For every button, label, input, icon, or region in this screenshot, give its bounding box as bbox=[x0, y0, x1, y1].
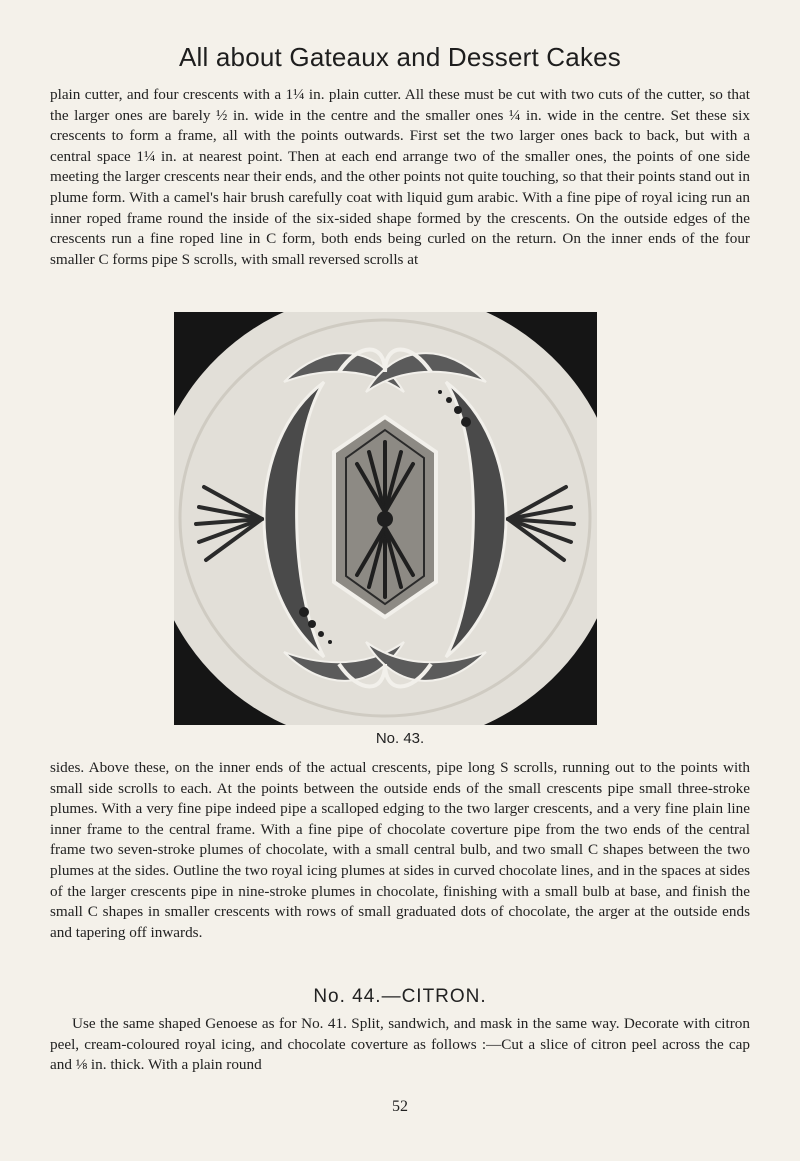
central-bulb bbox=[377, 511, 393, 527]
recipe-heading: No. 44.—CITRON. bbox=[313, 986, 487, 1007]
page-number: 52 bbox=[392, 1098, 408, 1115]
paragraph-citron: Use the same shaped Genoese as for No. 41. Split, sandwich, and mask in the same way. Decorate with citron peel, cream-coloured royal icing, and chocolate coverture as follows :—Cut a slice of citron peel across the cap and ⅛ in. thick. With a plain round bbox=[50, 1015, 750, 1074]
figure-caption: No. 43. bbox=[375, 730, 425, 747]
paragraph-continued: plain cutter, and four crescents with a 1¼ in. plain cutter. All these must be cut with two cuts of the cutter, so that the larger ones are barely ½ in. wide in the centre and the smaller ones ¼ in. wide in the centre. Set these six crescents to form a frame, all with the points outwards. First set the two larger ones back to back, but with a central space 1¼ in. at nearest point. Then at each end arrange two of the smaller ones, the points of one side meeting the larger crescents near their ends, and the other points not quite touching, so that their points stand out in plume form. With a camel's hair brush carefully coat with liquid gum arabic. With a fine pipe of royal icing run an inner roped frame round the inside of the six-sided shape formed by the crescents. On the outside edges of the crescents run a fine roped line in C form, both ends being curled on the return. On the inner ends of the four smaller C forms pipe S scrolls, with small reversed scrolls at bbox=[50, 86, 750, 268]
cake-photograph bbox=[174, 312, 597, 725]
paragraph-method: sides. Above these, on the inner ends of the actual crescents, pipe long S scrolls, running out to the points with small side scrolls to each. At the points between the outside ends of the small crescents pipe small three-stroke plumes. With a very fine pipe indeed pipe a scalloped edging to the two larger crescents, and a very fine plain line inner frame to the central frame. With a fine pipe of chocolate coverture pipe from the two ends of the central frame two seven-stroke plumes of chocolate, with a small central bulb, and two small C shapes between the two plumes at the sides. Outline the two royal icing plumes at sides in curved chocolate lines, and in the spaces at sides of the larger crescents pipe in nine-stroke plumes in chocolate, finishing with a small bulb at base, and finish the small C shapes in smaller crescents with rows of small graduated dots of chocolate, the arger at the outside ends and tapering off inwards. bbox=[50, 759, 750, 941]
running-title: All about Gateaux and Dessert Cakes bbox=[178, 42, 622, 72]
cake-decoration-illustration bbox=[174, 312, 597, 725]
